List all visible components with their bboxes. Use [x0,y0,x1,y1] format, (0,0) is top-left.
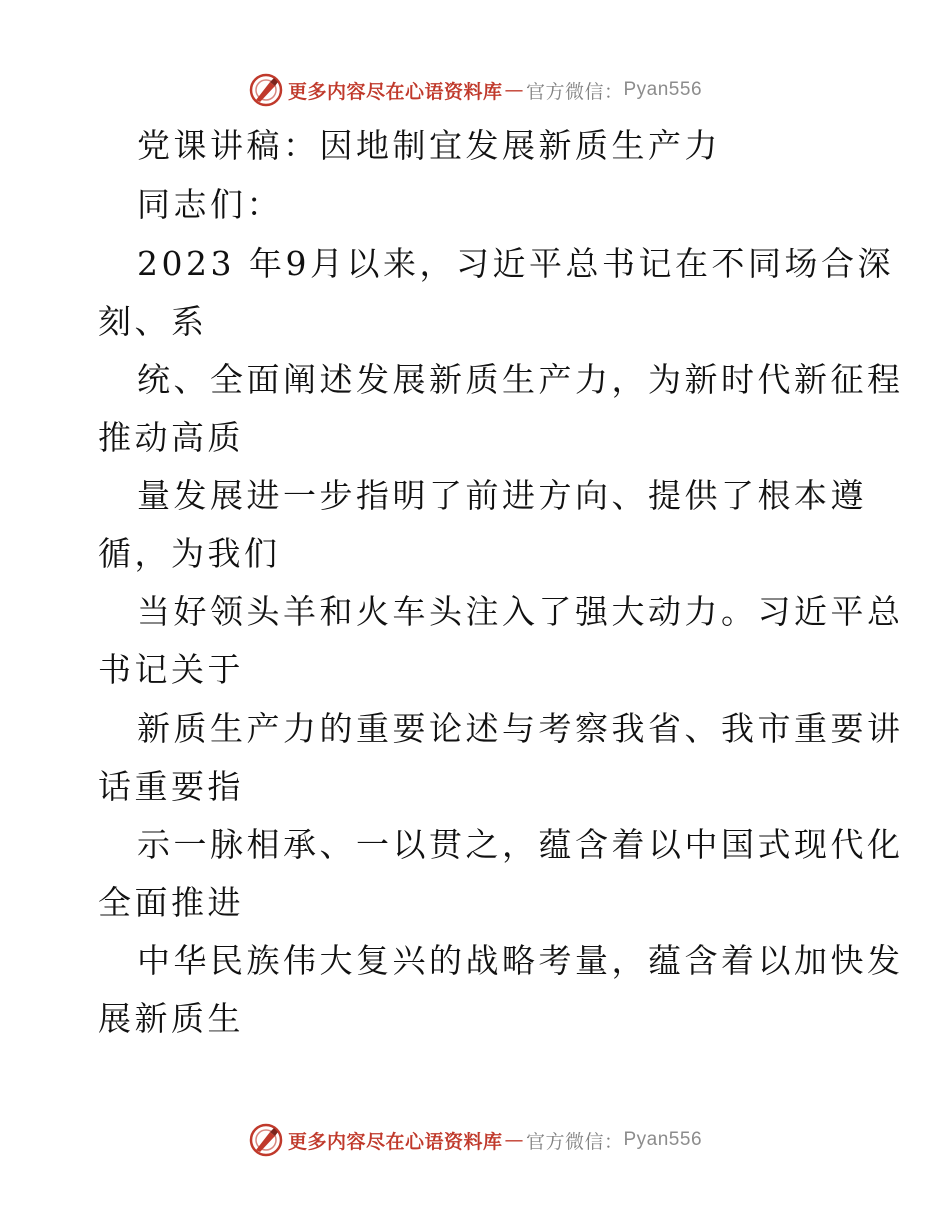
paragraph-line: 示一脉相承、一以贯之，蕴含着以中国式现代化 [137,825,904,864]
header-banner [0,70,950,110]
banner-sub-text: 官方微信： [525,80,624,103]
paragraph-line: 2023 年9月以来，习近平总书记在不同场合深 [137,244,894,283]
paragraph-line: 书记关于 [98,650,244,689]
banner-account: Pyan556 [623,1129,703,1150]
paragraph-line: 统、全面阐述发展新质生产力，为新时代新征程 [137,360,904,399]
paragraph-line: 全面推进 [98,883,244,922]
document-title: 党课讲稿：因地制宜发展新质生产力 [137,126,721,165]
paragraph-line: 话重要指 [98,767,244,806]
paragraph-line: 量发展进一步指明了前进方向、提供了根本遵 [137,476,867,515]
banner-main-text: 更多内容尽在心语资料库 [287,1130,503,1153]
banner-account: Pyan556 [623,79,703,100]
footer-banner [0,1120,950,1160]
pen-nib-logo-icon [248,1122,284,1158]
paragraph-line: 当好领头羊和火车头注入了强大动力。习近平总 [137,592,904,631]
paragraph-line: 新质生产力的重要论述与考察我省、我市重要讲 [137,709,904,748]
banner-dash: — [504,1129,524,1151]
salutation: 同志们： [137,185,283,224]
banner-sub-text: 官方微信： [525,1130,624,1153]
paragraph-line: 展新质生 [98,999,244,1038]
paragraph-line: 刻、系 [98,302,208,341]
paragraph-line: 推动高质 [98,418,244,457]
banner-dash: — [504,79,524,101]
pen-nib-logo-icon [248,72,284,108]
paragraph-line: 循，为我们 [98,534,281,573]
banner-main-text: 更多内容尽在心语资料库 [287,80,503,103]
paragraph-line: 中华民族伟大复兴的战略考量，蕴含着以加快发 [137,941,904,980]
